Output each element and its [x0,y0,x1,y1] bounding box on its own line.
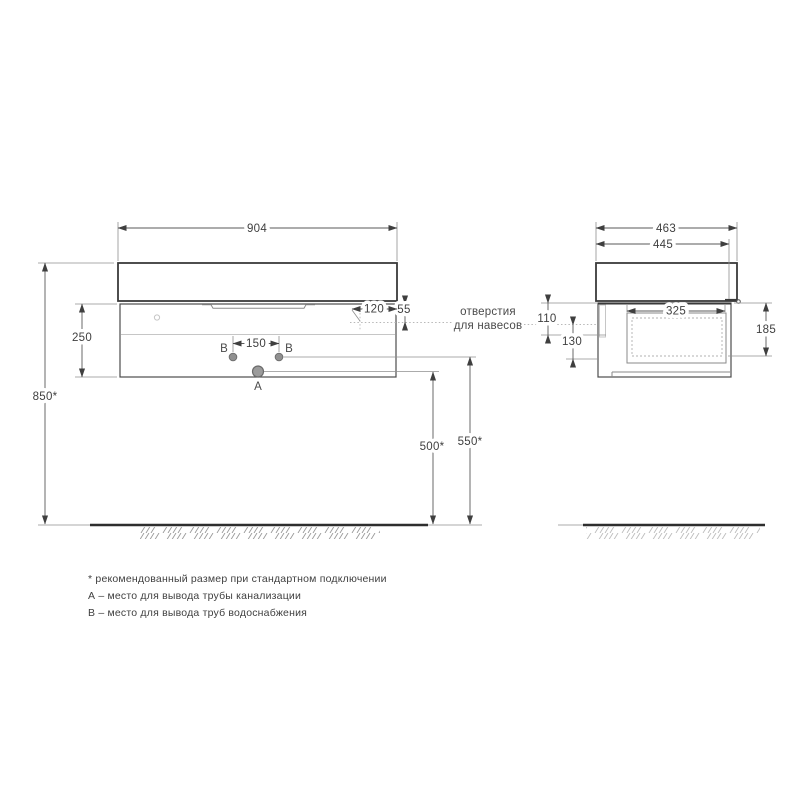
hanger-callout-line2: для навесов [453,320,523,332]
dim-hanger-bottom: 130 [561,336,583,348]
dim-carcass-depth: 445 [652,239,674,251]
dim-inner-height: 185 [755,324,777,336]
front-view [118,263,476,393]
footnote-supply: В – место для вывода труб водоснабжения [88,607,308,619]
footnotes [88,573,387,619]
dim-mount-height: 850* [32,391,58,403]
dim-body-height: 250 [71,332,93,344]
dim-hanger-top: 110 [537,313,557,325]
floor-hatch-side [586,527,760,539]
dim-width: 904 [246,223,268,235]
floor [38,525,765,539]
footnote-recommended: * рекомендованный размер при стандартном подключении [88,573,387,585]
dim-hole-side-offset: 120 [363,303,385,316]
countertop-front [118,263,397,301]
dim-hole-top-offset: 55 [397,304,411,316]
hanger-callout-line1: отверстия [460,306,516,318]
drain-hole [253,366,264,377]
dim-drain-height: 500* [419,441,445,453]
supply-hole-right [275,353,283,361]
supply-label-left: В [220,343,228,355]
countertop-side [596,263,737,301]
floor-hatch-front [140,527,380,539]
supply-hole-left [229,353,237,361]
dim-inner-width: 325 [665,305,687,318]
side-view [596,263,740,377]
supply-label-right: В [285,343,293,355]
cabinet-side [598,303,731,377]
footnote-drain: А – место для вывода трубы канализации [88,590,302,602]
hanger-callout [454,306,597,332]
dim-supply-height: 550* [457,436,483,448]
dim-supply-spacing: 150 [245,338,267,350]
dim-total-depth: 463 [655,223,677,235]
drain-label: А [254,381,262,393]
